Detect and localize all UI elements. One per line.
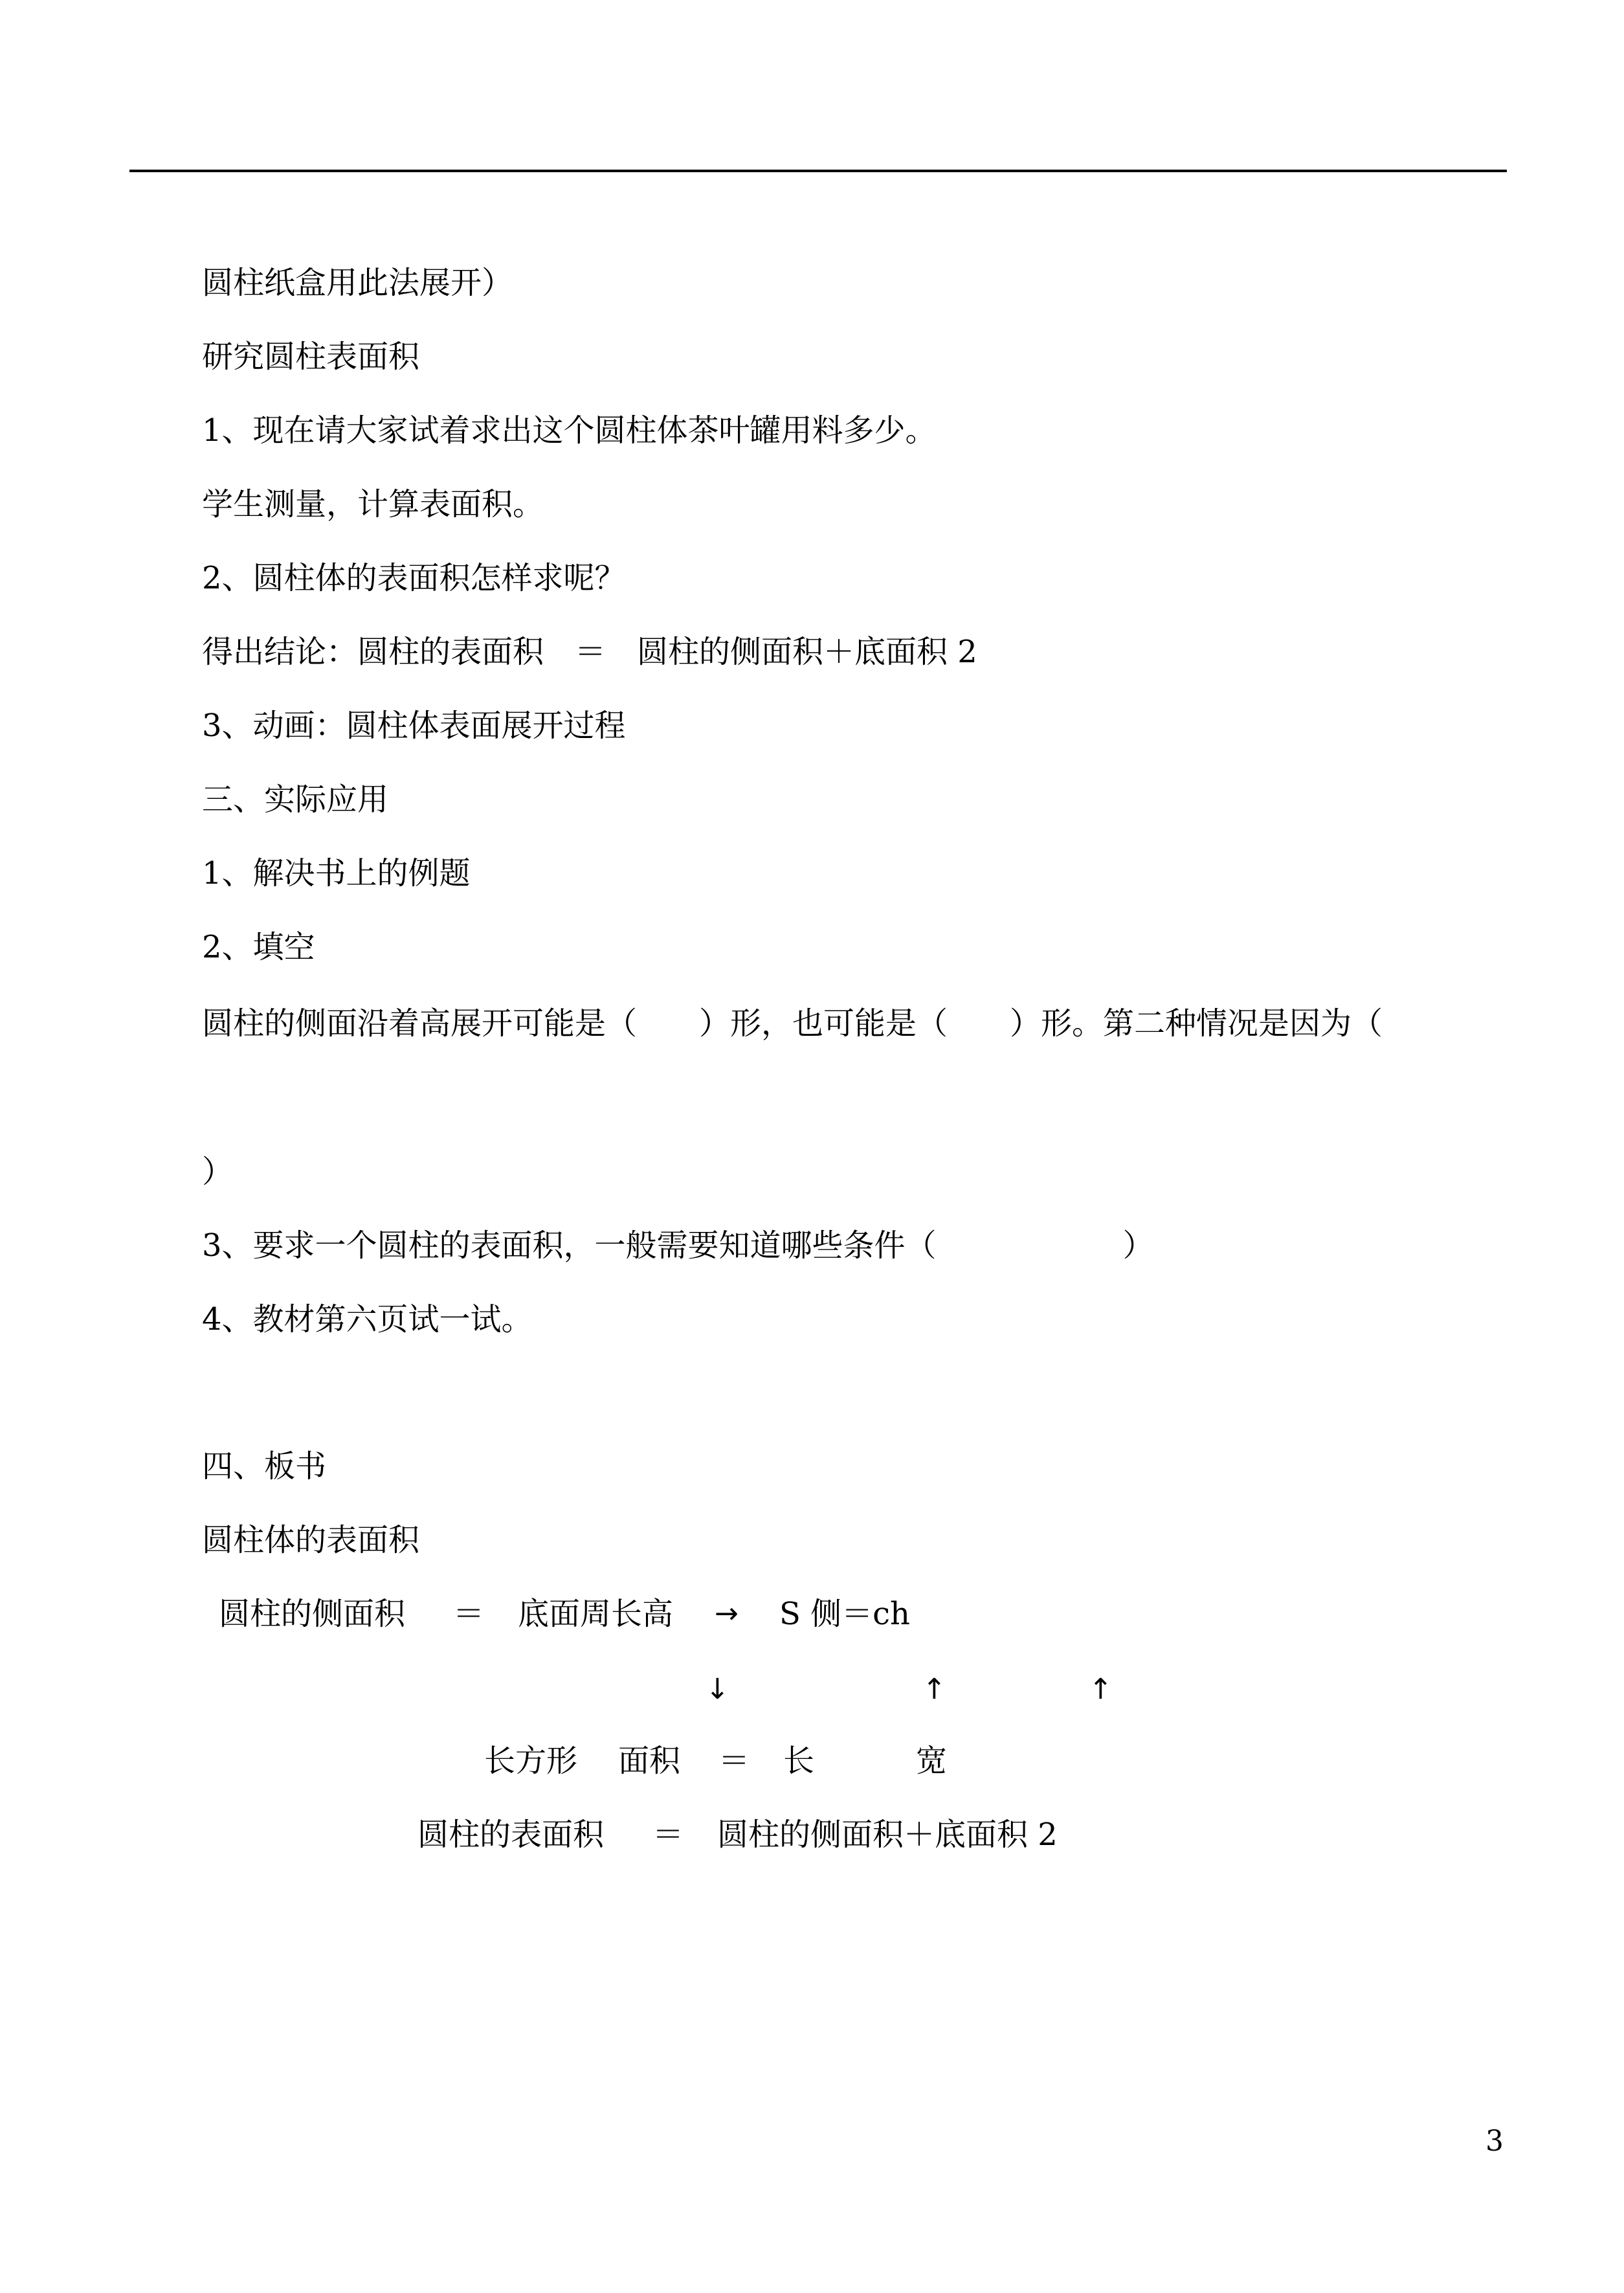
board-surface-area: 圆柱的表面积 [417,1817,605,1853]
board-equals-2: ＝ [718,1743,750,1779]
section-heading-3: 三、实际应用 [202,781,389,818]
text-line-4: 学生测量，计算表面积。 [202,486,544,522]
board-perimeter-height: 底面周长高 [518,1596,674,1632]
board-equals-3: ＝ [652,1817,684,1853]
board-area: 面积 [618,1743,681,1779]
fill-blank-close: ） [202,1154,234,1190]
text-line-2: 研究圆柱表面积 [202,339,420,375]
text-line-13: 3、要求一个圆柱的表面积，一般需要知道哪些条件（ ） [202,1227,1154,1264]
text-line-3: 1、现在请大家试着求出这个圆柱体茶叶罐用料多少。 [202,412,937,449]
text-line-9: 1、解决书上的例题 [202,855,471,891]
up-arrow-icon: ↑ [1089,1673,1113,1706]
text-line-1: 圆柱纸盒用此法展开） [202,265,513,301]
fill-blank-line: 圆柱的侧面沿着高展开可能是（ ）形，也可能是（ ）形。第二种情况是因为（ [202,1005,1383,1042]
board-width: 宽 [916,1743,948,1779]
text-line-14: 4、教材第六页试一试。 [202,1301,533,1337]
text-line-7: 3、动画：圆柱体表面展开过程 [202,708,626,744]
down-arrow-icon: ↓ [706,1673,729,1706]
text-line-6: 得出结论：圆柱的表面积 ＝ 圆柱的侧面积＋底面积 2 [202,634,977,670]
board-side-area: 圆柱的侧面积 [219,1596,406,1632]
board-title: 圆柱体的表面积 [202,1522,420,1558]
header-rule [129,170,1507,172]
board-length: 长 [783,1743,815,1779]
text-line-10: 2、填空 [202,929,315,965]
page-number: 3 [1485,2125,1504,2158]
board-formula: S 侧＝ch [779,1596,910,1632]
section-heading-4: 四、板书 [202,1448,327,1484]
up-arrow-icon: ↑ [922,1673,946,1706]
text-line-5: 2、圆柱体的表面积怎样求呢？ [202,560,626,596]
board-rectangle: 长方形 [484,1743,578,1779]
board-equals-1: ＝ [453,1596,485,1632]
board-surface-formula: 圆柱的侧面积＋底面积 2 [717,1817,1058,1853]
right-arrow-icon: → [715,1597,739,1630]
